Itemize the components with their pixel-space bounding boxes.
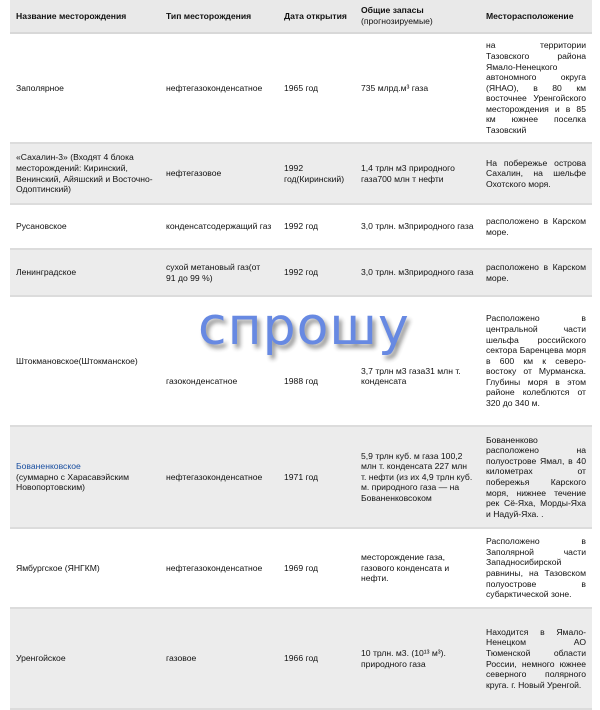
- header-reserves-sub: (прогнозируемые): [361, 16, 433, 26]
- cell-type: нефтегазоконденсатное: [160, 33, 278, 143]
- cell-location: на территории Тазовского района Ямало-Ненецкого автономного округа (ЯНАО), в 80 км восточнее Уренгойского месторождения и в 85 км южнее поселка Тазовский: [480, 33, 592, 143]
- cell-type: сухой метановый газ(от 91 до 99 %): [160, 249, 278, 296]
- cell-reserves: 3,0 трлн. м3природного газа: [355, 204, 480, 249]
- table-row: [10, 33, 592, 143]
- header-location: Месторасположение: [480, 0, 592, 33]
- cell-name: Штокмановское(Штокманское): [10, 296, 160, 426]
- cell-reserves: 5,9 трлн куб. м газа 100,2 млн т. конденсата 227 млн т. нефти (из их 4,9 трлн куб. м. природного газа — на Бованенковсоком: [355, 426, 480, 528]
- cell-date: 1966 год: [278, 608, 355, 709]
- cell-reserves: 1,4 трлн м3 природного газа700 млн т нефти: [355, 143, 480, 204]
- cell-location: Расположено в Заполярной части Западносибирской равнины, на Тазовском полуострове в субарктической зоне.: [480, 528, 592, 608]
- table-row: [10, 249, 592, 296]
- watermark: спрошу: [198, 297, 410, 357]
- cell-name: Заполярное: [10, 33, 160, 143]
- cell-reserves: 3,7 трлн м3 газа31 млн т. конденсата: [355, 296, 480, 426]
- header-date: Дата открытия: [278, 0, 355, 33]
- table-row: [10, 426, 592, 528]
- cell-name: Русановское: [10, 204, 160, 249]
- cell-name: Уренгойское: [10, 608, 160, 709]
- field-name-note: (суммарно с Харасавэйским Новопортовским): [16, 471, 129, 493]
- cell-type: газоконденсатное: [160, 296, 278, 426]
- cell-location: Бованенково расположено на полуострове Ямал, в 40 километрах от побережья Карского моря, нижнее течение рек Сё-Яха, Морды-Яха и Надуй-Яха. .: [480, 426, 592, 528]
- cell-date: 1988 год: [278, 296, 355, 426]
- cell-location: На побережье острова Сахалин, на шельфе Охотского моря.: [480, 143, 592, 204]
- table-row: [10, 608, 592, 709]
- table-row: [10, 528, 592, 608]
- table-header: [10, 0, 592, 33]
- cell-location: Находится в Ямало-Ненецком АО Тюменской области России, немного южнее северного полярного круга. г. Новый Уренгой.: [480, 608, 592, 709]
- cell-name: Ленинградское: [10, 249, 160, 296]
- cell-reserves: месторождение газа, газового конденсата и нефти.: [355, 528, 480, 608]
- cell-date: 1992 год: [278, 204, 355, 249]
- cell-reserves: 3,0 трлн. м3природного газа: [355, 249, 480, 296]
- cell-location: Расположено в центральной части шельфа российского сектора Баренцева моря в 600 км к северо-востоку от Мурманска. Глубины моря в этом районе колеблются от 320 до 340 м.: [480, 296, 592, 426]
- cell-type: нефтегазоконденсатное: [160, 426, 278, 528]
- header-name: Название месторождения: [10, 0, 160, 33]
- cell-name: Ямбургское (ЯНГКМ): [10, 528, 160, 608]
- cell-date: 1969 год: [278, 528, 355, 608]
- field-link[interactable]: Бованенковское: [16, 461, 81, 472]
- cell-type: нефтегазовое: [160, 143, 278, 204]
- cell-name: «Сахалин-3» (Входят 4 блока месторождений: Киринский, Венинский, Айяшский и Восточно-Одоптинский): [10, 143, 160, 204]
- cell-location: расположено в Карском море.: [480, 249, 592, 296]
- header-type: Тип месторождения: [160, 0, 278, 33]
- cell-type: конденсатсодержащий газ: [160, 204, 278, 249]
- cell-date: 1992 год(Киринский): [278, 143, 355, 204]
- cell-type: нефтегазоконденсатное: [160, 528, 278, 608]
- header-reserves-bold: Общие запасы: [361, 5, 424, 16]
- cell-location: расположено в Карском море.: [480, 204, 592, 249]
- cell-type: газовое: [160, 608, 278, 709]
- table-row: [10, 204, 592, 249]
- cell-reserves: 10 трлн. м3. (10¹³ м³). природного газа: [355, 608, 480, 709]
- cell-date: 1971 год: [278, 426, 355, 528]
- cell-reserves: 735 млрд.м³ газа: [355, 33, 480, 143]
- table-row: [10, 143, 592, 204]
- cell-name: [10, 426, 160, 528]
- header-reserves: [355, 0, 480, 33]
- cell-date: 1965 год: [278, 33, 355, 143]
- cell-date: 1992 год: [278, 249, 355, 296]
